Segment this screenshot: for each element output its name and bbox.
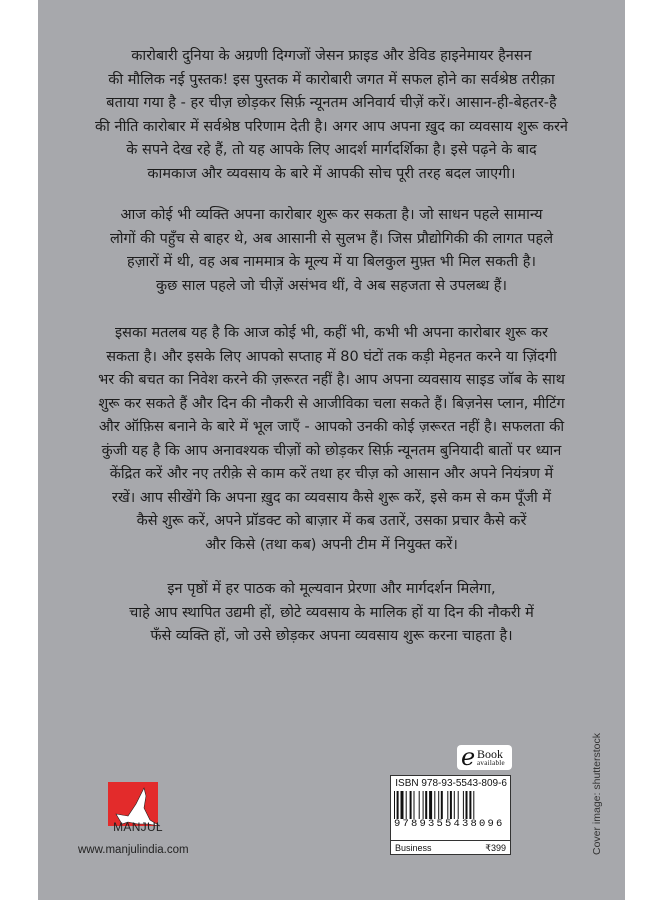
barcode-bar	[406, 791, 407, 819]
barcode-bar	[458, 791, 459, 819]
blurb-line: फँसे व्यक्ति हों, जो उसे छोड़कर अपना व्यवसाय शुरू करना चाहता है।	[150, 628, 513, 644]
barcode-bar	[447, 791, 448, 819]
barcode-bar	[454, 791, 455, 819]
barcode-bar	[394, 791, 395, 819]
barcode	[394, 791, 508, 819]
barcode-bar	[397, 791, 399, 819]
blurb-line: कारोबारी दुनिया के अग्रणी दिग्गजों जेसन फ्राइड और डेविड हाइनेमायर हैनसन	[131, 48, 532, 64]
blurb-line: रखें। आप सीखेंगे कि अपना ख़ुद का व्यवसाय कैसे शुरू करें, इसे कम से कम पूँजी में	[111, 489, 552, 506]
barcode-box	[390, 775, 511, 855]
barcode-bar	[434, 791, 435, 819]
barcode-bar	[450, 791, 452, 819]
ebook-available-badge	[457, 745, 512, 770]
blurb-line: और किसे (तथा कब) अपनी टीम में नियुक्त करें।	[205, 536, 458, 553]
publisher-name: MANJUL	[113, 820, 163, 834]
blurb-line: आज कोई भी व्यक्ति अपना कारोबार शुरू कर सकता है। जो साधन पहले सामान्य	[120, 207, 543, 223]
barcode-bar	[438, 791, 439, 819]
blurb-paragraph-4	[38, 578, 625, 649]
book-back-cover	[38, 0, 625, 900]
barcode-bar	[441, 791, 443, 819]
blurb-line: लोगों की पहुँच से बाहर थे, अब आसानी से सुलभ हैं। जिस प्रौद्योगिकी की लागत पहले	[109, 230, 554, 247]
blurb-line: और ऑफ़िस बनाने के बारे में भूल जाएँ - आपको उनकी कोई ज़रूरत नहीं है। सफलता की	[98, 419, 565, 435]
blurb-line: सकता है। और इसके लिए आपको सप्ताह में 80 घंटों तक कड़ी मेहनत करने या ज़िंदगी	[106, 348, 557, 365]
blurb-line: शुरू कर सकते हैं और दिन की नौकरी से आजीविका चला सकते हैं। बिज़नेस प्लान, मीटिंग	[98, 395, 565, 412]
blurb-line: बताया गया है - हर चीज़ छोड़कर सिर्फ़ न्यूनतम अनिवार्य चीज़ें करें। आसान-ही-बेहतर-है	[106, 95, 557, 111]
category: Business	[395, 843, 432, 853]
blurb-paragraph-2	[38, 204, 625, 298]
ebook-e-glyph: e	[461, 743, 476, 771]
blurb-line: कुछ साल पहले जो चीज़ें असंभव थीं, वे अब सहजता से उपलब्ध हैं।	[156, 277, 507, 294]
category-price-row	[391, 840, 510, 856]
barcode-bar	[429, 791, 432, 819]
ebook-available-text: available	[477, 759, 505, 767]
blurb-line: हज़ारों में थी, वह अब नाममात्र के मूल्य में या बिलकुल मुफ़्त भी मिल सकती है।	[127, 254, 536, 270]
barcode-bar	[410, 791, 412, 819]
blurb-line: इसका मतलब यह है कि आज कोई भी, कहीं भी, कभी भी अपना कारोबार शुरू कर	[115, 325, 548, 341]
blurb-line: चाहे आप स्थापित उद्यमी हों, छोटे व्यवसाय के मालिक हों या दिन की नौकरी में	[129, 604, 534, 621]
blurb-line: की नीति कारोबार में सर्वश्रेष्ठ परिणाम देती है। अगर आप अपना ख़ुद का व्यवसाय शुरू करने	[95, 118, 568, 135]
blurb-line: के सपने देख रहे हैं, तो यह आपके लिए आदर्श मार्गदर्शिका है। इसे पढ़ने के बाद	[126, 142, 537, 158]
isbn-text: ISBN 978-93-5543-809-6	[395, 778, 507, 789]
blurb-line: कैसे शुरू करें, अपने प्रॉडक्ट को बाज़ार में कब उतारें, उसका प्रचार कैसे करें	[136, 513, 527, 529]
publisher-url: www.manjulindia.com	[78, 844, 189, 856]
blurb-paragraph-3	[38, 322, 625, 557]
price: ₹399	[485, 843, 506, 853]
barcode-bar	[466, 791, 468, 819]
barcode-bar	[423, 791, 424, 819]
blurb-line: कुंजी यह है कि आप अनावश्यक चीज़ों को छोड़कर सिर्फ़ न्यूनतम बुनियादी बातों पर ध्यान	[101, 442, 562, 459]
barcode-bar	[425, 791, 427, 819]
blurb-paragraph-1	[38, 45, 625, 186]
barcode-bar	[469, 791, 471, 819]
barcode-bar	[473, 791, 474, 819]
blurb-line: की मौलिक नई पुस्तक! इस पुस्तक में कारोबारी जगत में सफल होने का सर्वश्रेष्ठ तरीक़ा	[108, 71, 555, 88]
barcode-bar	[463, 791, 464, 819]
ebook-book-text: Book	[477, 747, 504, 761]
blurb-line: इन पृष्ठों में हर पाठक को मूल्यवान प्रेरणा और मार्गदर्शन मिलेगा,	[167, 581, 496, 597]
blurb-line: केंद्रित करें और नए तरीक़े से काम करें तथा हर चीज़ को आसान और अपने नियंत्रण में	[109, 466, 554, 482]
blurb-line: भर की बचत का निवेश करने की ज़रूरत नहीं है। आप अपना व्यवसाय साइड जॉब के साथ	[98, 372, 565, 388]
barcode-digits: 9789355438096	[394, 818, 505, 830]
barcode-bar	[414, 791, 415, 819]
barcode-bar	[401, 791, 404, 819]
barcode-bar	[419, 791, 420, 819]
blurb-line: कामकाज और व्यवसाय के बारे में आपकी सोच पूरी तरह बदल जाएगी।	[147, 165, 516, 182]
cover-image-credit: Cover image: shutterstock	[591, 733, 603, 855]
